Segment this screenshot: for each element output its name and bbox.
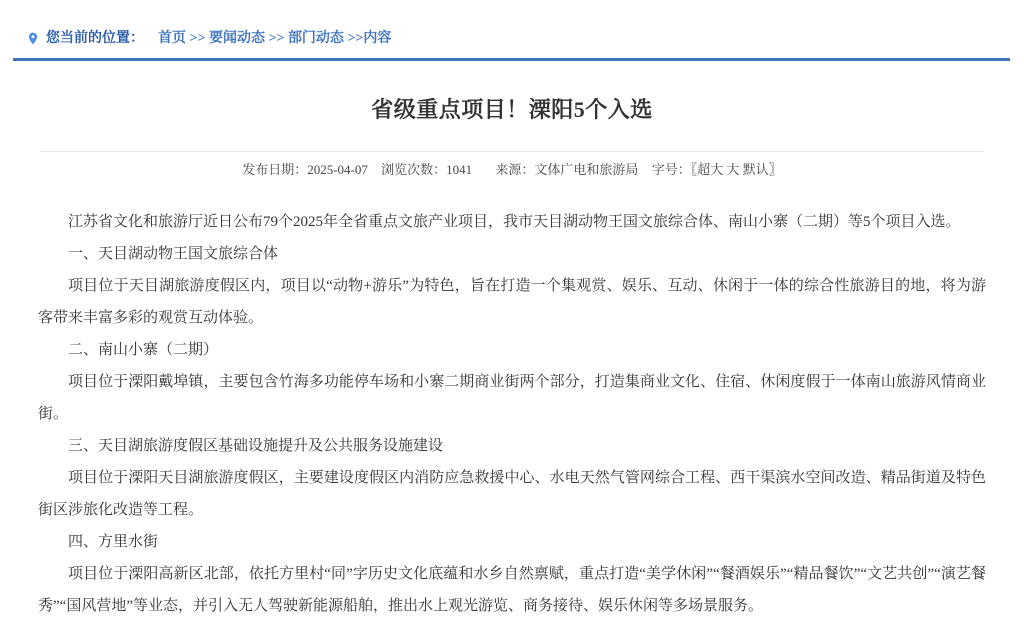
- breadcrumb-separator: >>: [264, 30, 288, 46]
- section-heading: 三、天目湖旅游度假区基础设施提升及公共服务设施建设: [68, 438, 444, 455]
- breadcrumb-separator: >>: [343, 30, 364, 46]
- article-paragraph: 项目位于天目湖旅游度假区内，项目以“动物+游乐”为特色，旨在打造一个集观赏、娱乐、互动、休闲于一体的综合性旅游目的地，将为游客带来丰富多彩的观赏互动体验。: [38, 278, 986, 327]
- breadcrumb-links: [158, 32, 391, 46]
- breadcrumb-separator: >>: [186, 30, 209, 46]
- source-label: 来源：: [495, 162, 535, 177]
- font-size-switcher: [652, 162, 782, 177]
- breadcrumb: [0, 0, 1024, 58]
- breadcrumb-label: 您当前的位置：: [46, 30, 144, 46]
- section-heading: 二、南山小寨（二期）: [68, 342, 219, 359]
- breadcrumb-link-2[interactable]: 要闻动态: [208, 30, 265, 46]
- publish-date: [242, 162, 368, 177]
- section-heading: 一、天目湖动物王国文旅综合体: [68, 246, 279, 263]
- view-count: [381, 162, 472, 177]
- article-paragraph: 项目位于溧阳天目湖旅游度假区，主要建设度假区内消防应急救援中心、水电天然气管网综合工程、西干渠滨水空间改造、精品街道及特色街区涉旅化改造等工程。: [38, 470, 986, 519]
- breadcrumb-link-4[interactable]: 内容: [363, 30, 392, 46]
- meta-divider: [40, 151, 984, 152]
- breadcrumb-link-3[interactable]: 部门动态: [287, 30, 344, 46]
- source: [495, 162, 638, 177]
- section-heading: 四、方里水街: [68, 534, 159, 551]
- article-title: 省级重点项目！溧阳5个入选: [371, 97, 653, 122]
- font-size-option-默认[interactable]: 默认: [742, 162, 769, 177]
- view-count-label: 浏览次数：: [381, 162, 447, 177]
- publish-date-value: 2025-04-07: [307, 162, 368, 177]
- font-size-options: [697, 162, 769, 177]
- view-count-value: 1041: [446, 162, 473, 177]
- breadcrumb-link-1[interactable]: 首页: [158, 30, 186, 46]
- article-meta: [0, 161, 1024, 179]
- location-pin-icon: [26, 30, 40, 47]
- publish-date-label: 发布日期：: [242, 162, 308, 177]
- font-size-option-超大[interactable]: 超大: [697, 162, 724, 177]
- font-size-bracket-close: 〗: [768, 162, 782, 177]
- source-value: 文体广电和旅游局: [534, 162, 639, 177]
- font-size-bracket-open: 〖: [690, 162, 698, 177]
- breadcrumb-divider: [13, 58, 1010, 61]
- article-paragraph: 项目位于溧阳高新区北部，依托方里村“同”字历史文化底蕴和水乡自然禀赋，重点打造“美学休闲”“餐酒娱乐”“精品餐饮”“文艺共创”“演艺餐秀”“国风营地”等业态，并引入无人驾驶新能源船舶，推出水上观光游览、商务接待、娱乐休闲等多场景服务。: [38, 566, 986, 615]
- article-paragraph: 江苏省文化和旅游厅近日公布79个2025年全省重点文旅产业项目，我市天目湖动物王国文旅综合体、南山小寨（二期）等5个项目入选。: [68, 214, 961, 231]
- article-paragraph: 项目位于溧阳戴埠镇，主要包含竹海多功能停车场和小寨二期商业街两个部分，打造集商业文化、住宿、休闲度假于一体南山旅游风情商业街。: [38, 374, 986, 423]
- font-size-label: 字号：: [651, 162, 691, 177]
- font-size-option-大[interactable]: 大: [726, 162, 740, 177]
- article-body: [38, 206, 986, 622]
